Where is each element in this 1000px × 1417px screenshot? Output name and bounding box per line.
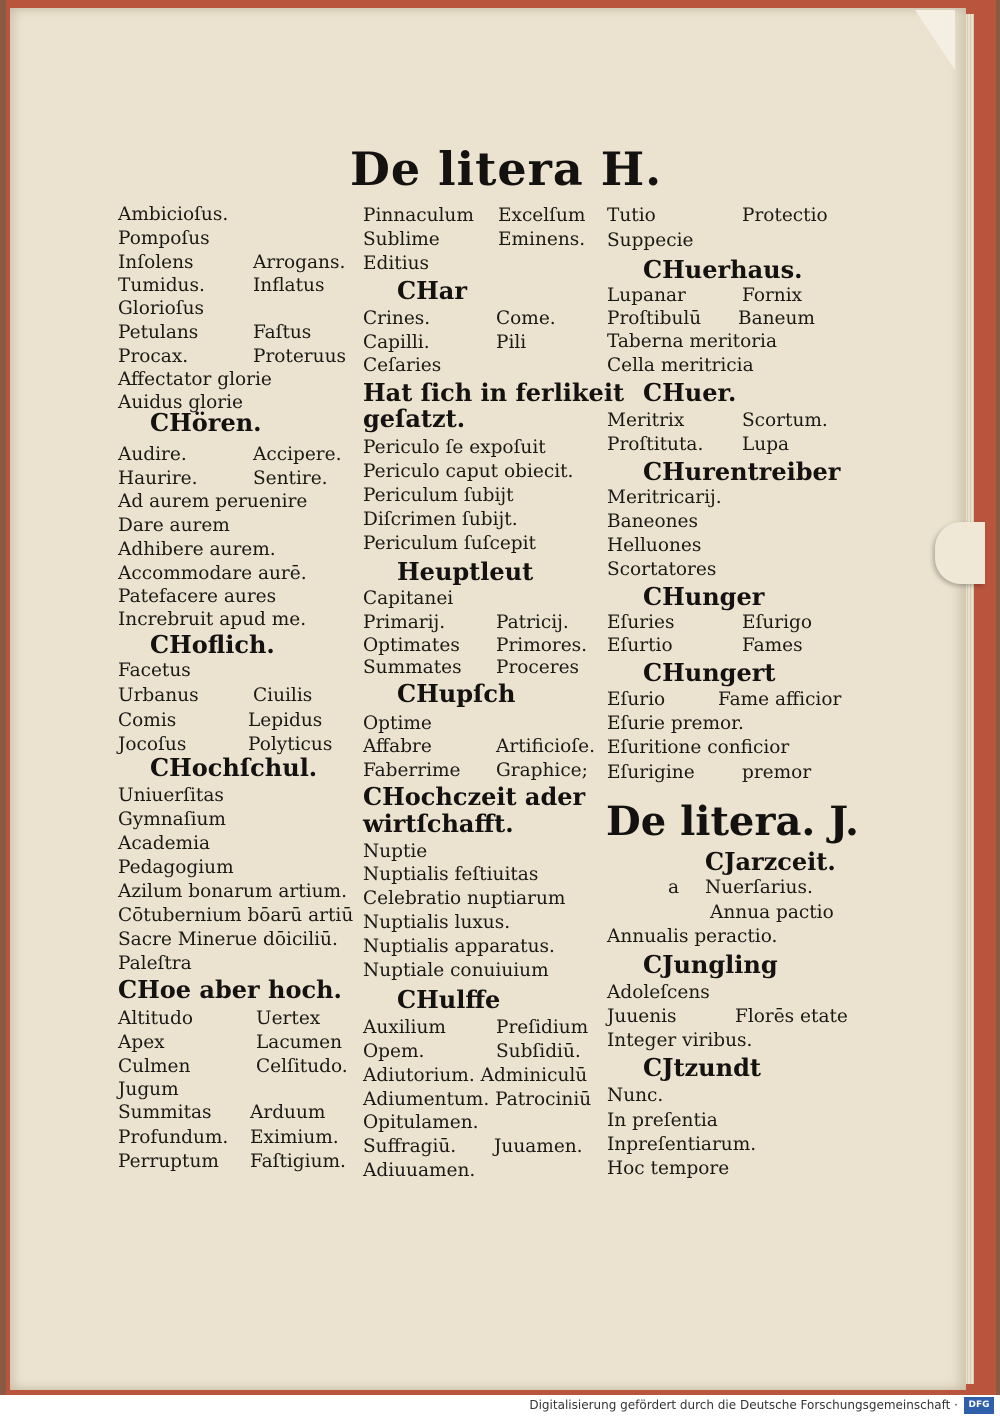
entry: Auxilium <box>363 1017 446 1038</box>
entry: Adiumentum. Patrociniū <box>363 1089 592 1110</box>
section-marker: C <box>118 975 138 1004</box>
entry: Protectio <box>742 205 828 226</box>
entry: Altitudo <box>118 1008 193 1029</box>
entry: Ad aurem peruenire <box>118 491 308 512</box>
section-heading-jungling: CJungling <box>643 950 778 979</box>
entry: Fames <box>742 635 803 656</box>
entry: Lupanar <box>607 285 686 306</box>
footer-bar <box>0 1395 1000 1417</box>
entry: Inſolens <box>118 252 194 273</box>
entry: Eſurtio <box>607 635 673 656</box>
entry: Meritricarij. <box>607 487 722 508</box>
entry: Nuptialis apparatus. <box>363 936 555 957</box>
entry: Azilum bonarum artium. <box>118 881 347 902</box>
entry: Tutio <box>607 205 656 226</box>
entry: Proſtituta. <box>607 434 704 455</box>
entry: Baneum <box>738 308 815 329</box>
entry: Nuerſarius. <box>705 877 813 898</box>
entry: Nuptie <box>363 841 428 862</box>
entry: Proſtibulū <box>607 308 702 329</box>
entry: Periculum ſubijt <box>363 485 514 506</box>
entry: Cōtubernium bōarū artiū <box>118 905 354 926</box>
entry: Juuamen. <box>494 1136 583 1157</box>
section-marker: C <box>397 276 417 305</box>
entry: Preſidium <box>496 1017 589 1038</box>
entry: Gymnaſium <box>118 809 226 830</box>
entry: Faſtigium. <box>250 1151 346 1172</box>
entry: Celſitudo. <box>256 1056 348 1077</box>
entry: Meritrix <box>607 410 685 431</box>
entry: Graphice; <box>496 760 588 781</box>
entry: Suffragiū. <box>363 1136 457 1157</box>
entry: Apex <box>118 1032 165 1053</box>
entry: In preſentia <box>607 1110 718 1131</box>
entry: Urbanus <box>118 685 199 706</box>
entry: Tumidus. <box>118 275 205 296</box>
entry: Inflatus <box>253 275 325 296</box>
entry: Dare aurem <box>118 515 230 536</box>
dfg-logo: DFG <box>964 1397 994 1414</box>
section-marker: C <box>705 847 725 876</box>
section-heading-jtzundt: CJtzundt <box>643 1053 761 1082</box>
section-heading-hulffe: CHulffe <box>397 985 501 1014</box>
entry: premor <box>742 762 812 783</box>
entry: Cella meritricia <box>607 355 754 376</box>
entry: Come. <box>496 308 556 329</box>
section-heading-heuptleut: Heuptleut <box>397 557 534 586</box>
entry: Opitulamen. <box>363 1112 479 1133</box>
entry: Petulans <box>118 322 199 343</box>
entry: Nuptialis feſtiuitas <box>363 864 539 885</box>
section-marker: C <box>150 630 170 659</box>
entry: Sentire. <box>253 468 328 489</box>
entry: Taberna meritoria <box>607 331 778 352</box>
entry: Periculo ſe expoſuit <box>363 437 546 458</box>
section-marker: C <box>363 782 383 811</box>
entry: Florēs etate <box>735 1006 848 1027</box>
section-heading-hochschul: CHochſchul. <box>150 753 318 782</box>
entry: Capitanei <box>363 588 454 609</box>
entry: Eſurigo <box>742 612 813 633</box>
entry: Fornix <box>742 285 803 306</box>
entry: Artificioſe. <box>496 736 595 757</box>
entry-marginal: a <box>668 877 680 898</box>
section-heading-huerhaus: CHuerhaus. <box>643 255 803 284</box>
entry: Faberrime <box>363 760 461 781</box>
section-heading-hunger: CHunger <box>643 582 765 611</box>
section-marker: C <box>643 658 663 687</box>
entry: Juuenis <box>607 1006 677 1027</box>
entry: Sublime <box>363 229 440 250</box>
entry: Academia <box>118 833 211 854</box>
entry: Affabre <box>363 736 432 757</box>
heading-litera-j: De litera. J. <box>606 798 859 845</box>
page-tab-marker <box>935 522 985 584</box>
entry: Editius <box>363 253 430 274</box>
entry: Primores. <box>496 635 588 656</box>
entry: Nunc. <box>607 1085 664 1106</box>
section-heading-horen: CHören. <box>150 408 262 437</box>
section-heading-hoflich: CHoflich. <box>150 630 275 659</box>
entry: Lacumen <box>256 1032 342 1053</box>
entry: Affectator glorie <box>118 369 272 390</box>
entry: Summitas <box>118 1102 212 1123</box>
entry: Pedagogium <box>118 857 234 878</box>
entry: Baneones <box>607 511 698 532</box>
entry: Hoc tempore <box>607 1158 730 1179</box>
section-heading-hochczeit: CHochczeit ader <box>363 782 586 811</box>
entry: Pinnaculum <box>363 205 474 226</box>
entry: Annualis peractio. <box>607 926 778 947</box>
section-marker: C <box>643 378 663 407</box>
entry: Faſtus <box>253 322 312 343</box>
entry: Facetus <box>118 660 191 681</box>
entry: Pompoſus <box>118 228 210 249</box>
section-heading-hoe-aber-hoch: CHoe aber hoch. <box>118 975 342 1004</box>
section-marker: C <box>643 255 663 284</box>
entry: Fame afficior <box>718 689 842 710</box>
entry: Capilli. <box>363 332 430 353</box>
entry: Adhibere aurem. <box>118 539 276 560</box>
entry: Increbruit apud me. <box>118 609 307 630</box>
entry: Lupa <box>742 434 790 455</box>
entry: Lepidus <box>248 710 323 731</box>
entry: Helluones <box>607 535 702 556</box>
entry: Ambicioſus. <box>118 204 229 225</box>
section-heading-hurentreiber: CHurentreiber <box>643 457 841 486</box>
entry: Nuptiale conuiuium <box>363 960 549 981</box>
section-heading-hupsch: CHupſch <box>397 679 516 708</box>
entry: Eſurie premor. <box>607 713 744 734</box>
entry: Ceſaries <box>363 355 442 376</box>
section-marker: C <box>397 679 417 708</box>
entry: Summates <box>363 657 462 678</box>
entry: Haurire. <box>118 468 198 489</box>
entry: Paleſtra <box>118 953 192 974</box>
entry: Integer viribus. <box>607 1030 753 1051</box>
section-marker: C <box>643 950 663 979</box>
entry: Audire. <box>118 444 187 465</box>
entry: Diſcrimen ſubijt. <box>363 509 518 530</box>
section-heading-hungert: CHungert <box>643 658 776 687</box>
entry: Optimates <box>363 635 460 656</box>
entry: Annua pactio <box>710 902 834 923</box>
section-heading-gesatzt: geſatzt. <box>363 404 466 433</box>
entry: Eximium. <box>250 1127 339 1148</box>
entry: Periculo caput obiecit. <box>363 461 574 482</box>
entry: Jugum <box>118 1079 179 1100</box>
entry: Uniuerſitas <box>118 785 224 806</box>
entry: Primarij. <box>363 612 446 633</box>
entry: Optime <box>363 713 432 734</box>
entry: Profundum. <box>118 1127 229 1148</box>
entry: Procax. <box>118 346 189 367</box>
section-marker: C <box>397 985 417 1014</box>
entry: Crines. <box>363 308 431 329</box>
entry: Sacre Minerue dōiciliū. <box>118 929 338 950</box>
entry: Culmen <box>118 1056 191 1077</box>
entry: Scortatores <box>607 559 717 580</box>
entry: Subſidiū. <box>496 1041 581 1062</box>
entry: Inpreſentiarum. <box>607 1134 757 1155</box>
entry: Pili <box>496 332 527 353</box>
section-marker: C <box>643 1053 663 1082</box>
entry: Periculum ſuſcepit <box>363 533 536 554</box>
entry: Opem. <box>363 1041 425 1062</box>
entry: Polyticus <box>248 734 333 755</box>
entry: Eſuritione conficior <box>607 737 790 758</box>
footer-funding-text: Digitalisierung gefördert durch die Deutsche Forschungsgemeinschaft · <box>529 1398 958 1412</box>
entry: Proceres <box>496 657 580 678</box>
entry: Eſurigine <box>607 762 695 783</box>
entry: Glorioſus <box>118 298 204 319</box>
entry: Ciuilis <box>253 685 313 706</box>
entry: Celebratio nuptiarum <box>363 888 566 909</box>
entry: Excelſum <box>498 205 586 226</box>
entry: Adoleſcens <box>607 982 710 1003</box>
entry: Auidus glorie <box>118 392 243 413</box>
entry: Comis <box>118 710 177 731</box>
entry: Scortum. <box>742 410 828 431</box>
section-heading-huer: CHuer. <box>643 378 737 407</box>
entry: Patefacere aures <box>118 586 277 607</box>
entry: Eſurio <box>607 689 666 710</box>
entry: Arrogans. <box>253 252 346 273</box>
section-marker: C <box>150 753 170 782</box>
entry: Suppecie <box>607 230 694 251</box>
section-marker: C <box>150 408 170 437</box>
entry: Eminens. <box>498 229 586 250</box>
section-heading-wirtschafft: wirtſchafft. <box>363 809 514 838</box>
heading-litera-h: De litera H. <box>350 142 663 196</box>
section-heading-jarzceit: CJarzceit. <box>705 847 836 876</box>
entry: Adiuuamen. <box>363 1160 476 1181</box>
entry: Nuptialis luxus. <box>363 912 511 933</box>
entry: Adiutorium. Adminiculū <box>363 1065 588 1086</box>
section-heading-har: CHar <box>397 276 467 305</box>
entry: Jocoſus <box>118 734 187 755</box>
entry: Uertex <box>256 1008 321 1029</box>
section-marker: C <box>643 582 663 611</box>
entry: Accipere. <box>253 444 342 465</box>
section-heading-hat-sich: Hat ſich in ferlikeit <box>363 378 625 407</box>
section-marker: C <box>643 457 663 486</box>
entry: Eſuries <box>607 612 675 633</box>
entry: Proteruus <box>253 346 346 367</box>
entry: Accommodare aurē. <box>118 563 307 584</box>
entry: Patricij. <box>496 612 569 633</box>
page-corner-fold <box>915 10 955 70</box>
entry: Perruptum <box>118 1151 219 1172</box>
entry: Arduum <box>250 1102 326 1123</box>
